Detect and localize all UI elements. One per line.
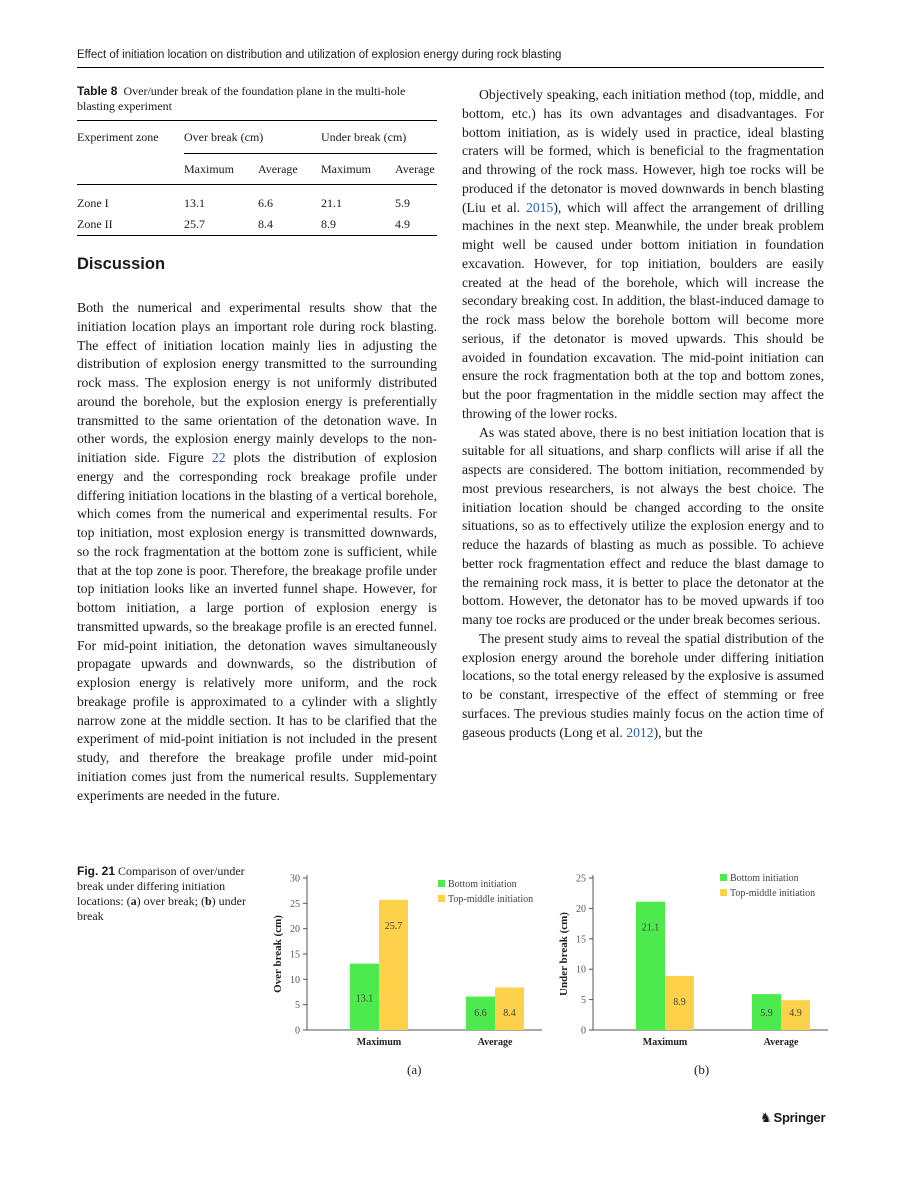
data-label: 5.9 xyxy=(760,1008,773,1019)
y-axis-title: Under break (cm) xyxy=(558,912,570,996)
sub-header-max: Maximum xyxy=(184,154,258,185)
panel-label-a: (a) xyxy=(407,1062,422,1077)
figure-link[interactable]: 22 xyxy=(211,450,226,465)
right-column xyxy=(462,86,824,742)
under-max-cell: 8.9 xyxy=(321,213,395,236)
figure-caption: Fig. 21 Comparison of over/under break under differing initiation locations: (a) over break; (b) under break xyxy=(77,864,246,923)
x-tick-label: Average xyxy=(763,1037,799,1048)
over-avg-cell: 8.4 xyxy=(258,213,321,236)
left-column xyxy=(77,84,437,805)
data-label: 13.1 xyxy=(355,993,374,1005)
running-head: Effect of initiation location on distribution and utilization of explosion energy during rock blasting xyxy=(77,49,562,61)
header-rule xyxy=(77,67,824,68)
panel-label-b: (b) xyxy=(694,1062,710,1077)
y-tick-label: 25 xyxy=(290,898,300,910)
citation-link[interactable]: 2015 xyxy=(525,199,554,215)
y-tick-label: 20 xyxy=(576,903,586,915)
paragraph: As was stated above, there is no best initiation location that is suitable for all situations, and sharp conflicts will arise if all the aspects are considered. The bottom initiation, recommended by most previous researchers, is not always the best choice. The initiation location should be changed according to the onsite situations, so as to effectively utilize the explosion energy and to reduce the hazards of blasting as much as possible. To achieve better rock fragmentation effect and reduce the blast damage to the remaining rock mass, it is better to place the detonator at the bottom. However, the detonator has to be moved upwards if too many toe rocks are produced or the under break becomes serious. xyxy=(462,424,824,627)
data-label: 25.7 xyxy=(384,920,403,932)
x-tick-label: Average xyxy=(477,1037,513,1048)
x-tick-label: Maximum xyxy=(642,1037,688,1048)
zone-cell: Zone I xyxy=(77,195,109,210)
y-tick-label: 0 xyxy=(581,1025,586,1037)
y-tick-label: 10 xyxy=(576,964,586,976)
paragraph: Objectively speaking, each initiation method (top, middle, and bottom, etc.) has its own advantages and disadvantages. For bottom initiation, as is widely used in practice, ideal blasting craters will be formed, which is beneficial to the fragmentation and throwing of the rock mass. However, high toe rocks will be produced if the detonator is moved downwards in bench blasting (Liu et al. 2015), which will affect the arrangement of drilling machines in the next step. Meanwhile, the under break problem might well be caused under bottom initiation in foundation excavation. However, for top initiation, boulders are easily created at the head of the borehole, which will increase the secondary breaking cost. In addition, the blast-induced damage to the rock mass below the borehole bottom will become more serious, if the detonator is moved upwards. This should be avoided in foundation excavation. The mid-point initiation can ensure the rock fragmentation both at the top and bottom zones, but the poor fragmentation in the middle section may affect the throwing of the lower rocks. xyxy=(462,87,824,421)
y-tick-label: 0 xyxy=(295,1025,300,1037)
data-label: 21.1 xyxy=(641,922,660,934)
y-axis-title: Over break (cm) xyxy=(272,915,284,993)
over-under-break-table xyxy=(77,120,437,236)
table-row xyxy=(77,213,437,236)
sub-header-avg: Average xyxy=(395,154,437,185)
zone-cell: Zone II xyxy=(77,213,184,236)
under-max-cell: 21.1 xyxy=(321,195,342,210)
col-over-header: Over break (cm) xyxy=(184,121,321,154)
y-tick-label: 10 xyxy=(290,974,300,986)
legend-label: Top-middle initiation xyxy=(730,888,816,899)
bar-bottom-initiation-maximum xyxy=(636,902,665,1030)
y-tick-label: 15 xyxy=(576,934,586,946)
paragraph: The present study aims to reveal the spatial distribution of the explosion energy around the borehole under differing initiation locations, so the total energy released by the explosive is assumed to be constant, irrespective of the effect of stemming or free surfaces. The previous studies mainly focus on the action time of gaseous products (Long et al. 2012), but the xyxy=(462,630,824,740)
springer-logo: ♞ Springer xyxy=(760,1110,826,1125)
under-break-chart xyxy=(548,860,833,1055)
legend-swatch xyxy=(438,880,445,887)
over-break-chart xyxy=(262,860,547,1055)
section-heading: Discussion xyxy=(77,255,166,273)
bar-top-middle-initiation-maximum xyxy=(379,900,408,1030)
legend-swatch xyxy=(720,889,727,896)
y-tick-label: 5 xyxy=(295,1000,300,1012)
table-caption-text: Over/under break of the foundation plane in the multi-hole blasting experiment xyxy=(77,84,406,113)
sub-header-avg: Average xyxy=(258,154,321,185)
y-tick-label: 5 xyxy=(581,995,586,1007)
data-label: 8.9 xyxy=(673,996,686,1008)
under-avg-cell: 4.9 xyxy=(395,213,437,236)
over-avg-cell: 6.6 xyxy=(258,195,273,210)
under-avg-cell: 5.9 xyxy=(395,195,410,210)
legend-label: Bottom initiation xyxy=(730,873,799,884)
data-label: 4.9 xyxy=(789,1008,802,1019)
paragraph: Both the numerical and experimental results show that the initiation location plays an important role during rock blasting. The effect of initiation location mainly lies in adjusting the distribution of explosion energy transmitted to the surrounding rock mass. The explosion energy is not uniformly distributed around the borehole, but the explosion energy is preferentially transmitted to the same orientation of the detonation wave. In other words, the explosion energy mainly develops to the non-initiation side. Figure 22 plots the distribution of explosion energy and the corresponding rock breakage profile under differing initiation locations in the blasting of a vertical borehole, which comes from the numerical and experimental results. For top initiation, most explosion energy is transmitted downwards, so the rock fragmentation at the bottom zone is sufficient, while that at the top zone is poor. Therefore, the breakage profile under top initiation looks like an inverted funnel shape. However, for bottom initiation, a large portion of explosion energy is transmitted upwards, so the breakage profile is an erected funnel. For mid-point initiation, the detonation waves simultaneously propagate upwards and downwards, so the distribution of explosion energy is relatively more uniform, and the rock breakage profile is approximated to a cylinder with a slightly narrow zone at the middle section. It has to be clarified that the experiment of mid-point initiation is not included in the present study, and therefore the breakage profile under mid-point initiation comes just from the numerical results. Supplementary experiments are needed in the future. xyxy=(77,300,437,803)
y-tick-label: 30 xyxy=(290,873,300,885)
data-label: 8.4 xyxy=(503,1008,516,1019)
table-caption xyxy=(77,84,437,114)
legend-swatch xyxy=(438,895,445,902)
over-max-cell: 25.7 xyxy=(184,213,258,236)
data-label: 6.6 xyxy=(474,1008,487,1019)
x-tick-label: Maximum xyxy=(356,1037,402,1048)
col-under-header: Under break (cm) xyxy=(321,121,437,154)
springer-horse-icon: ♞ xyxy=(760,1110,772,1125)
legend-label: Top-middle initiation xyxy=(448,894,534,905)
over-max-cell: 13.1 xyxy=(184,195,205,210)
citation-link[interactable]: 2012 xyxy=(626,724,654,740)
y-tick-label: 20 xyxy=(290,924,300,936)
table-row xyxy=(77,185,437,214)
col-zone-header: Experiment zone xyxy=(77,121,184,154)
table-label: Table 8 xyxy=(77,84,118,98)
sub-header-max: Maximum xyxy=(321,154,395,185)
legend-label: Bottom initiation xyxy=(448,879,517,890)
y-tick-label: 25 xyxy=(576,873,586,885)
y-tick-label: 15 xyxy=(290,949,300,961)
legend-swatch xyxy=(720,874,727,881)
